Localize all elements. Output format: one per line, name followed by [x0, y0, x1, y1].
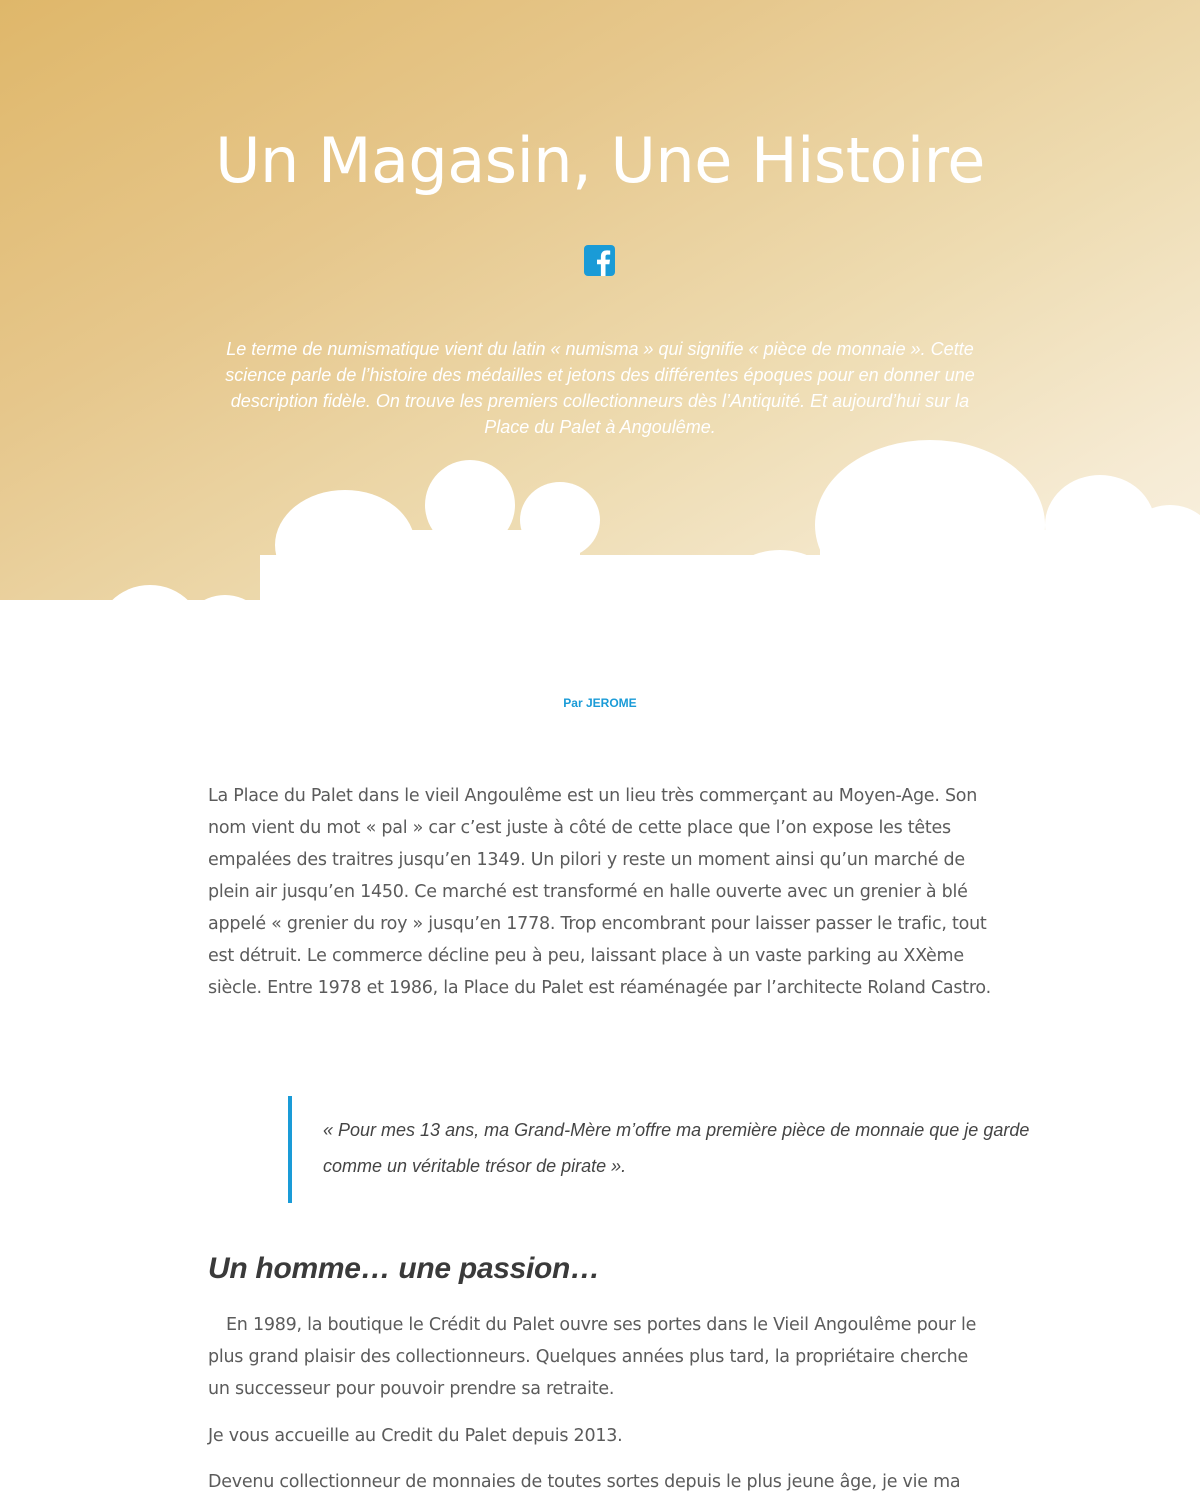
article-paragraph-2: En 1989, la boutique le Crédit du Palet ouvre ses portes dans le Vieil Angoulême pour le plus grand plaisir des collectionneurs. Quelques années plus tard, la propriétaire cherche un successeur pour pouvoir prendre sa retraite.: [208, 1315, 977, 1399]
article-paragraph-3: Je vous accueille au Credit du Palet depuis 2013.: [208, 1426, 623, 1446]
article-paragraph-1: La Place du Palet dans le vieil Angoulême est un lieu très commerçant au Moyen-Age. Son nom vient du mot « pal » car c’est juste à côté de cette place que l’on expose les têtes empalées des traitres jusqu’en 1349. Un pilori y reste un moment ainsi qu’un marché de plein air jusqu’en 1450. Ce marché est transformé en halle ouverte avec un grenier à blé appelé « grenier du roy » jusqu’en 1778. Trop encombrant pour laisser passer le trafic, tout est détruit. Le commerce décline peu à peu, laissant place à un vaste parking au XXème siècle. Entre 1978 et 1986, la Place du Palet est réaménagée par l’architecte Roland Castro.: [208, 786, 991, 998]
byline-prefix: Par: [563, 696, 583, 710]
hero-intro-text: Le terme de numismatique vient du latin « numisma » qui signifie « pièce de monnaie ». Cette science parle de l’histoire des médailles et jetons des différentes époques pour en donner une description fidèle. On trouve les premiers collectionneurs dès l’Antiquité. Et aujourd’hui sur la Place du Palet à Angoulême.: [225, 339, 975, 437]
blockquote: [288, 1096, 1032, 1203]
hero-section: [0, 0, 1200, 720]
facebook-icon: [584, 245, 615, 276]
facebook-share-button[interactable]: [584, 245, 615, 276]
page-title: Un Magasin, Une Histoire: [215, 124, 985, 197]
quote-text: « Pour mes 13 ans, ma Grand-Mère m’offre ma première pièce de monnaie que je garde comme un véritable trésor de pirate ».: [323, 1120, 1030, 1176]
article-paragraph-4: Devenu collectionneur de monnaies de toutes sortes depuis le plus jeune âge, je vie ma: [208, 1472, 961, 1492]
author-byline: [0, 696, 1200, 710]
author-link[interactable]: JEROME: [586, 696, 637, 710]
section-heading: Un homme… une passion…: [208, 1252, 600, 1285]
